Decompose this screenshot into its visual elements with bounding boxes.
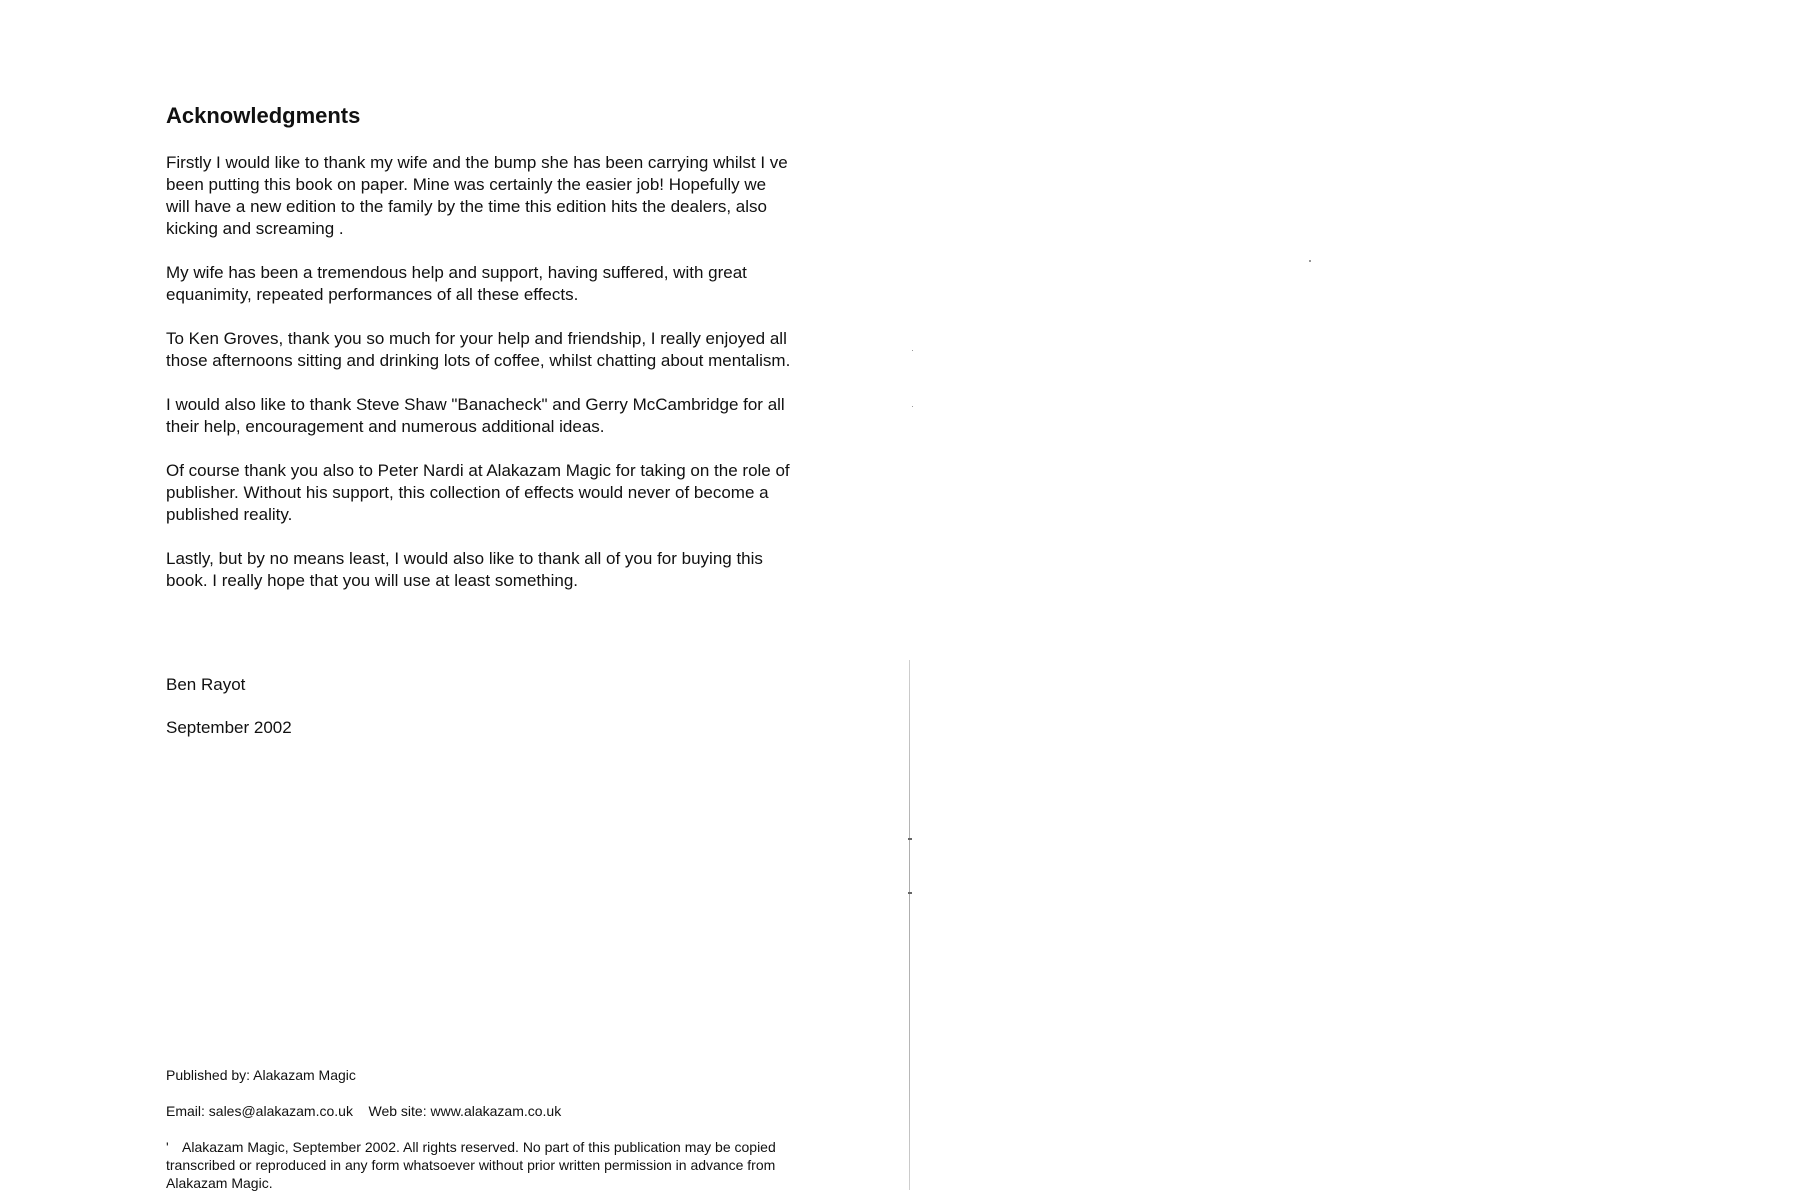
scan-speck (1309, 260, 1311, 262)
copyright-mark: ' (166, 1139, 169, 1155)
published-by: Published by: Alakazam Magic (166, 1067, 356, 1083)
publisher-footer (166, 1066, 856, 1192)
fold-mark (908, 838, 912, 840)
scan-speck (912, 406, 913, 407)
fold-mark (908, 892, 912, 894)
acknowledgments-section (166, 102, 856, 614)
copyright-notice (166, 1138, 856, 1192)
signature-block (166, 674, 292, 760)
copyright-text: Alakazam Magic, September 2002. All rights reserved. No part of this publication may be copied transcribed or reproduced in any form whatsoever without prior written permission in advance from Alakazam Magic. (166, 1139, 776, 1191)
page-fold-line (909, 660, 910, 1190)
signature-date: September 2002 (166, 718, 292, 737)
author-name: Ben Rayot (166, 675, 246, 694)
scan-speck (912, 350, 913, 351)
paragraph-3: To Ken Groves, thank you so much for your help and friendship, I really enjoyed all those afternoons sitting and drinking lots of coffee, whilst chatting about mentalism. (166, 329, 791, 370)
contact-info: Email: sales@alakazam.co.uk Web site: www.alakazam.co.uk (166, 1103, 562, 1119)
paragraph-4: I would also like to thank Steve Shaw "Banacheck" and Gerry McCambridge for all their help, encouragement and numerous additional ideas. (166, 395, 785, 436)
page-title: Acknowledgments (166, 103, 361, 128)
paragraph-6: Lastly, but by no means least, I would also like to thank all of you for buying this book. I really hope that you will use at least something. (166, 549, 763, 590)
paragraph-5: Of course thank you also to Peter Nardi at Alakazam Magic for taking on the role of publisher. Without his support, this collection of effects would never of become a published reality. (166, 461, 790, 524)
paragraph-1: Firstly I would like to thank my wife and the bump she has been carrying whilst I ve been putting this book on paper. Mine was certainly the easier job! Hopefully we will have a new edition to the family by the time this edition hits the dealers, also kicking and screaming . (166, 153, 788, 238)
paragraph-2: My wife has been a tremendous help and support, having suffered, with great equanimity, repeated performances of all these effects. (166, 263, 747, 304)
